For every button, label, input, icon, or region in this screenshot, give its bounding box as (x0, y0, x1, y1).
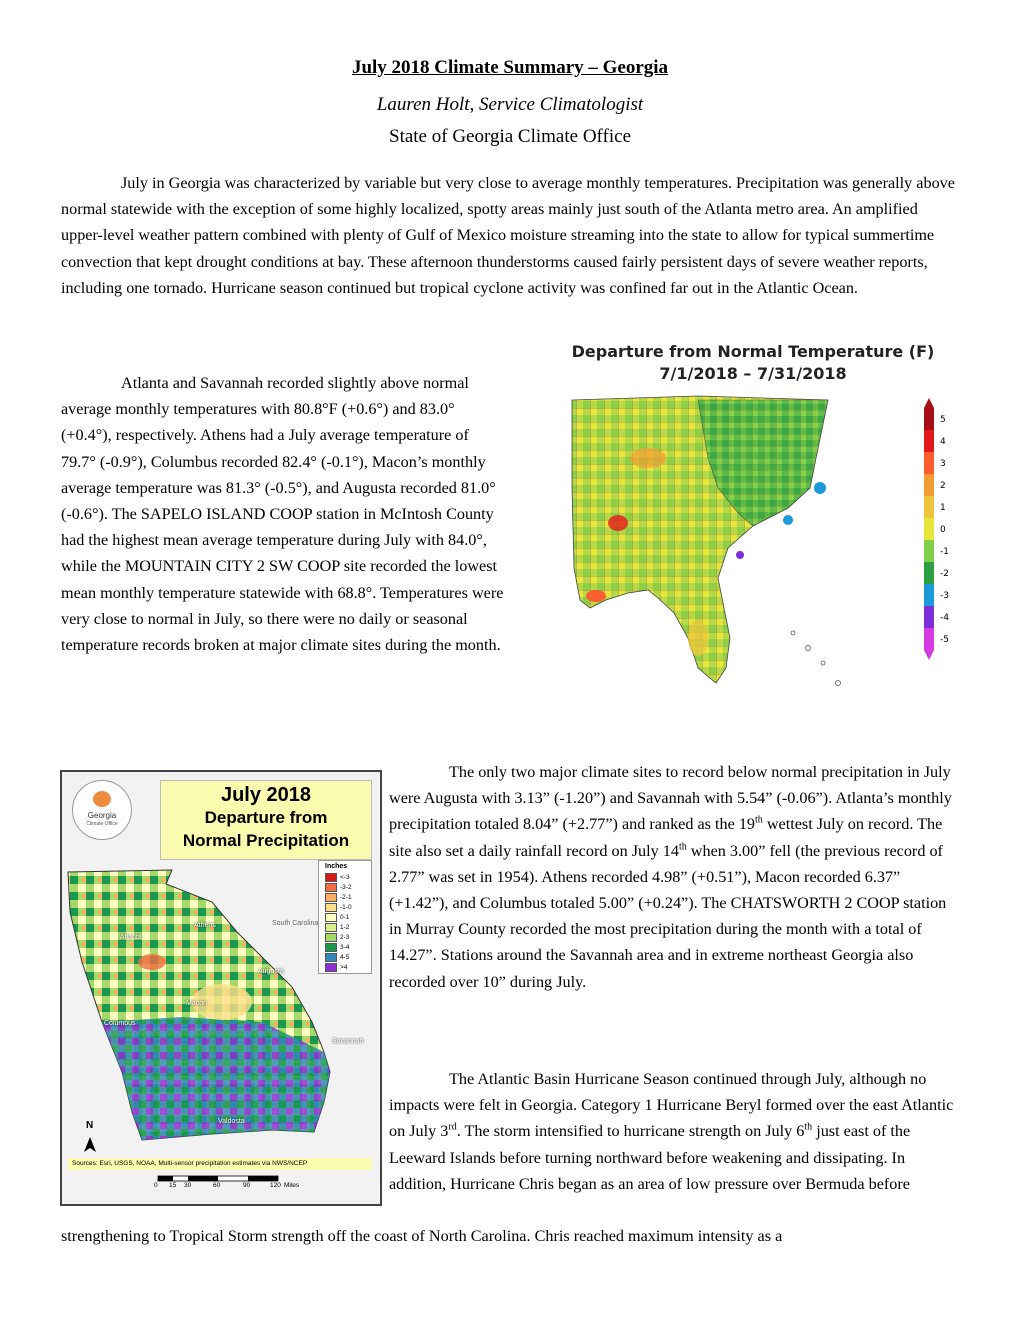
hurricane-paragraph (389, 1066, 961, 1197)
legend-label: -3-2 (340, 884, 352, 892)
north-arrow-label: N (86, 1120, 94, 1131)
legend-swatch (325, 923, 337, 932)
temperature-color-scale (924, 398, 949, 660)
city-label: Columbus (104, 1020, 136, 1027)
scale-swatch (924, 606, 934, 628)
scale-label: 2 (940, 481, 946, 491)
state-label: South Carolina (272, 920, 319, 927)
legend-label: 3-4 (340, 944, 350, 952)
precip-title-box (160, 780, 372, 860)
scale-tip-top (924, 398, 934, 408)
document-title: July 2018 Climate Summary – Georgia (351, 57, 669, 78)
scale-tick: 15 (169, 1182, 177, 1189)
hurricane-paragraph-continued (61, 1223, 958, 1249)
legend-swatch (325, 953, 337, 962)
legend-title: Inches (325, 863, 348, 870)
logo-subtext: Climate Office (86, 821, 118, 827)
ordinal-suffix: th (678, 841, 687, 853)
legend-swatch (325, 893, 337, 902)
georgia-climate-office-logo (72, 780, 132, 840)
intro-paragraph (61, 170, 958, 301)
scale-swatch (924, 452, 934, 474)
scale-tick: 30 (184, 1182, 192, 1189)
precip-sources: Sources: Esri, USGS, NOAA, Multi-sensor precipitation estimates via NWS/NCEP (68, 1158, 372, 1170)
legend-swatch (325, 933, 337, 942)
legend-label: 1-2 (340, 924, 350, 932)
legend-swatch (325, 883, 337, 892)
legend-item (325, 883, 365, 892)
temperature-departure-figure (548, 338, 958, 710)
scale-tick: 0 (154, 1182, 158, 1189)
legend-label: -1-0 (340, 904, 352, 912)
temp-figure-title: Departure from Normal Temperature (F) (571, 342, 935, 361)
ordinal-suffix: rd (448, 1122, 457, 1134)
ordinal-suffix: th (755, 815, 763, 827)
city-label: Athens (194, 922, 216, 929)
scale-label: 5 (940, 415, 946, 425)
scale-tick: 120 (270, 1182, 281, 1189)
temperature-text: Atlanta and Savannah recorded slightly above normal average monthly temperatures with 80.8°F (+0.6°) and 83.0° (+0.4°), respectively. Athens had a July average temperature of 79.7° (-0.9°), Columbus recorded 82.4° (-0.1°), Macon’s monthly average temperature was 81.3° (-0.5°), and Augusta recorded 81.0° (-0.6°). The SAPELO ISLAND COOP station in McIntosh County had the highest mean average temperature during July with 84.0°, while the MOUNTAIN CITY 2 SW COOP site recorded the lowest mean monthly temperature statewide with 68.8°. Temperatures were very close to normal in July, so there were no daily or seasonal temperature records broken at major climate sites during the month. (61, 374, 504, 655)
legend-item (325, 943, 365, 952)
legend-item (325, 873, 365, 882)
city-label: Atlanta (120, 934, 142, 941)
legend-label: >4 (340, 964, 348, 972)
precip-text-c: when 3.00” fell (the previous record of 2.77” was set in 1954). Athens recorded 4.98” (+0.51”), Macon recorded 6.37” (+1.42”), and Columbus totaled 5.00” (+0.24”). The CHATSWORTH 2 COOP station in Murray County recorded the most precipitation during the month with a total of 14.27”. Stations around the Savannah area and in extreme northeast Georgia also recorded over 10” during July. (389, 841, 947, 991)
legend-label: 4-5 (340, 954, 350, 962)
scale-unit: Miles (284, 1182, 300, 1189)
scale-label: -5 (940, 635, 949, 645)
legend-label: 2-3 (340, 934, 350, 942)
legend-label: 0-1 (340, 914, 350, 922)
scale-swatch (924, 540, 934, 562)
precip-title-1: July 2018 (220, 784, 312, 806)
hurricane-text-d: strengthening to Tropical Storm strength off the coast of North Carolina. Chris reached maximum intensity as a (61, 1227, 783, 1245)
city-label: Valdosta (218, 1118, 245, 1125)
scale-swatch (924, 628, 934, 650)
city-label: Macon (186, 1000, 208, 1007)
precip-title-3: Normal Precipitation (182, 831, 350, 850)
scale-tip-bottom (924, 650, 934, 660)
precip-text-a: The only two major climate sites to record below normal precipitation in July were Augusta with 3.13” (-1.20”) and Savannah with 5.54” (-0.06”). Atlanta’s monthly precipitation totaled 8.04” (+2.77”) and ranked as the 19 (389, 763, 952, 834)
peach-icon (93, 791, 111, 807)
scale-swatch (924, 496, 934, 518)
scale-label: -2 (940, 569, 949, 579)
legend-label: -2-1 (340, 894, 352, 902)
precip-text-b: wettest July on record. The site also set a daily rainfall record on July 14 (389, 815, 943, 860)
legend-swatch (325, 903, 337, 912)
legend-item (325, 913, 365, 922)
temperature-paragraph (61, 370, 506, 658)
office-line: State of Georgia Climate Office (389, 126, 631, 147)
scale-swatch (924, 562, 934, 584)
intro-text: July in Georgia was characterized by variable but very close to average monthly temperatures. Precipitation was generally above normal statewide with the exception of some highly localized, spotty areas mainly just south of the Atlanta metro area. An amplified upper-level weather pattern combined with plenty of Gulf of Mexico moisture streaming into the state to allow for typical summertime convection that kept drought conditions at bay. These afternoon thunderstorms caused fairly persistent days of severe weather reports, including one tornado. Hurricane season continued but tropical cyclone activity was confined far out in the Atlantic Ocean. (61, 174, 955, 297)
precip-title-2: Departure from (204, 808, 328, 827)
scale-swatch (924, 584, 934, 606)
hurricane-text-c: just east of the Leeward Islands before turning northward before weakening and dissipating. In addition, Hurricane Chris began as an area of low pressure over Bermuda before (389, 1122, 911, 1193)
author-line: Lauren Holt, Service Climatologist (376, 94, 644, 115)
legend-item (325, 893, 365, 902)
hurricane-text-a: The Atlantic Basin Hurricane Season continued through July, although no impacts were felt in Georgia. Category 1 Hurricane Beryl formed over the east Atlantic on July 3 (389, 1070, 954, 1141)
legend-swatch (325, 943, 337, 952)
scale-swatch (924, 430, 934, 452)
legend-swatch (325, 873, 337, 882)
precip-legend (318, 860, 372, 974)
city-label: Savannah (332, 1038, 364, 1045)
scale-label: 3 (940, 459, 946, 469)
legend-item (325, 963, 365, 972)
temp-figure-dates: 7/1/2018 – 7/31/2018 (659, 364, 847, 383)
ordinal-suffix: th (804, 1122, 813, 1134)
legend-item (325, 923, 365, 932)
city-label: Augusta (258, 968, 284, 975)
precipitation-departure-figure (60, 770, 382, 1206)
hurricane-text-b: . The storm intensified to hurricane strength on July 6 (456, 1122, 805, 1141)
legend-item (325, 903, 365, 912)
scale-tick: 60 (213, 1182, 221, 1189)
scale-label: 4 (940, 437, 946, 447)
legend-swatch (325, 963, 337, 972)
legend-item (325, 953, 365, 962)
temperature-map (548, 338, 958, 710)
scale-label: -3 (940, 591, 949, 601)
scale-swatch (924, 408, 934, 430)
scale-label: -1 (940, 547, 949, 557)
scale-label: -4 (940, 613, 949, 623)
scale-tick: 90 (243, 1182, 251, 1189)
scale-label: 0 (940, 525, 946, 535)
legend-label: <-3 (340, 874, 350, 882)
legend-item (325, 933, 365, 942)
legend-swatch (325, 913, 337, 922)
precipitation-paragraph (389, 759, 961, 995)
scale-swatch (924, 474, 934, 496)
scale-swatch (924, 518, 934, 540)
scale-label: 1 (940, 503, 946, 513)
logo-text: Georgia (87, 811, 117, 820)
